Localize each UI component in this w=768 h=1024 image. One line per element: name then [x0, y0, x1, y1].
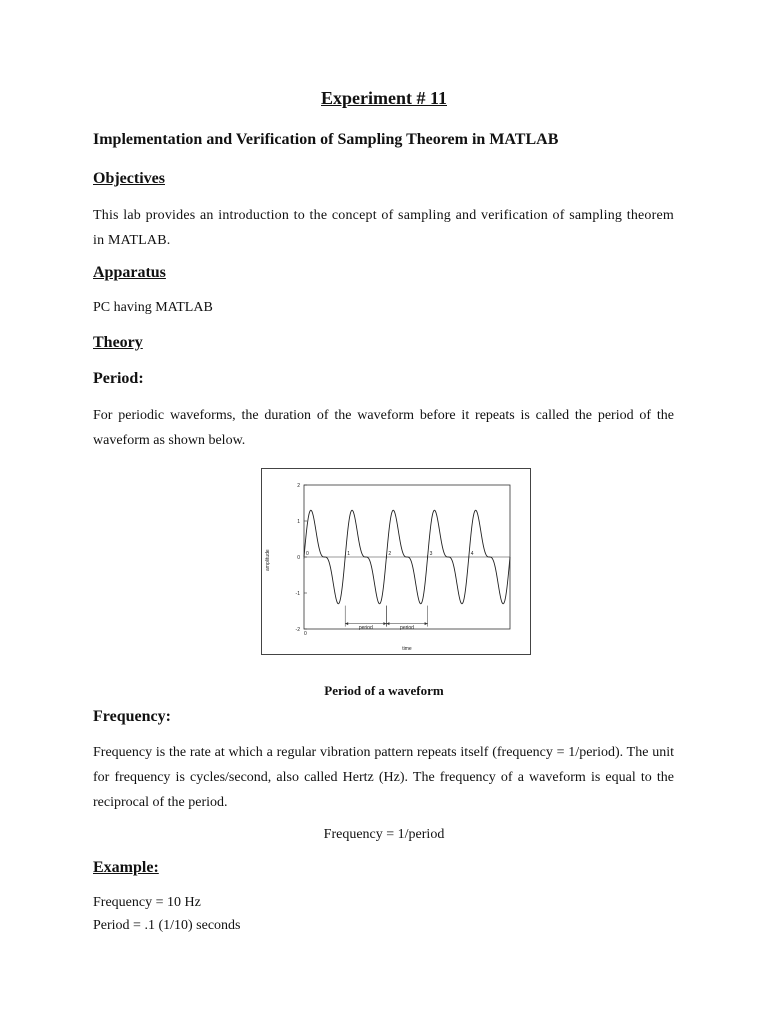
y-tick-label: -1: [295, 590, 300, 597]
x-origin-label: 0: [304, 631, 307, 637]
period-arrowhead-right: [383, 622, 386, 625]
period-text: For periodic waveforms, the duration of the waveform before it repeats is called the period of the waveform as shown below.: [93, 408, 674, 448]
objectives-heading: Objectives: [93, 170, 165, 187]
period-annotation-label: period: [358, 625, 373, 632]
frequency-text: Frequency is the rate at which a regular vibration pattern repeats itself (frequency = 1/period). The unit for frequency is cycles/second, also called Hertz (Hz). The frequency of a waveform is equal to the reciprocal of the period.: [93, 745, 674, 810]
objectives-text: This lab provides an introduction to the concept of sampling and verification of sampling theorem in MATLAB.: [93, 208, 674, 248]
x-tick-label: 4: [470, 551, 474, 557]
x-tick-label: 0: [306, 551, 309, 557]
period-arrowhead-right: [425, 622, 428, 625]
period-arrowhead-left: [386, 622, 389, 625]
y-tick-label: 0: [297, 554, 300, 561]
period-heading: Period:: [93, 370, 144, 387]
waveform-figure: [261, 468, 531, 655]
experiment-subtitle: Implementation and Verification of Sampling Theorem in MATLAB: [93, 131, 559, 148]
apparatus-heading: Apparatus: [93, 264, 166, 281]
y-tick-label: -2: [295, 626, 300, 633]
waveform-chart: [262, 469, 530, 654]
x-tick-label: 3: [429, 551, 433, 557]
x-tick-label: 2: [388, 551, 392, 557]
example-line-period: Period = .1 (1/10) seconds: [93, 918, 241, 933]
period-arrowhead-left: [345, 622, 348, 625]
y-tick-label: 1: [297, 518, 300, 525]
y-axis-ticks: [296, 483, 307, 633]
apparatus-text: PC having MATLAB: [93, 300, 213, 315]
example-heading: Example:: [93, 859, 159, 876]
theory-heading: Theory: [93, 334, 143, 351]
example-line-frequency: Frequency = 10 Hz: [93, 895, 201, 910]
period-annotation-label: period: [400, 625, 414, 632]
page-title: Experiment # 11: [321, 88, 447, 108]
y-tick-label: 2: [297, 482, 300, 489]
y-axis-label: amplitude: [265, 549, 271, 571]
figure-caption: Period of a waveform: [324, 683, 444, 698]
period-annotations: [345, 606, 427, 632]
x-axis-label: time: [402, 646, 412, 652]
frequency-formula: Frequency = 1/period: [323, 827, 445, 842]
frequency-heading: Frequency:: [93, 708, 171, 725]
x-tick-label: 1: [347, 551, 350, 557]
